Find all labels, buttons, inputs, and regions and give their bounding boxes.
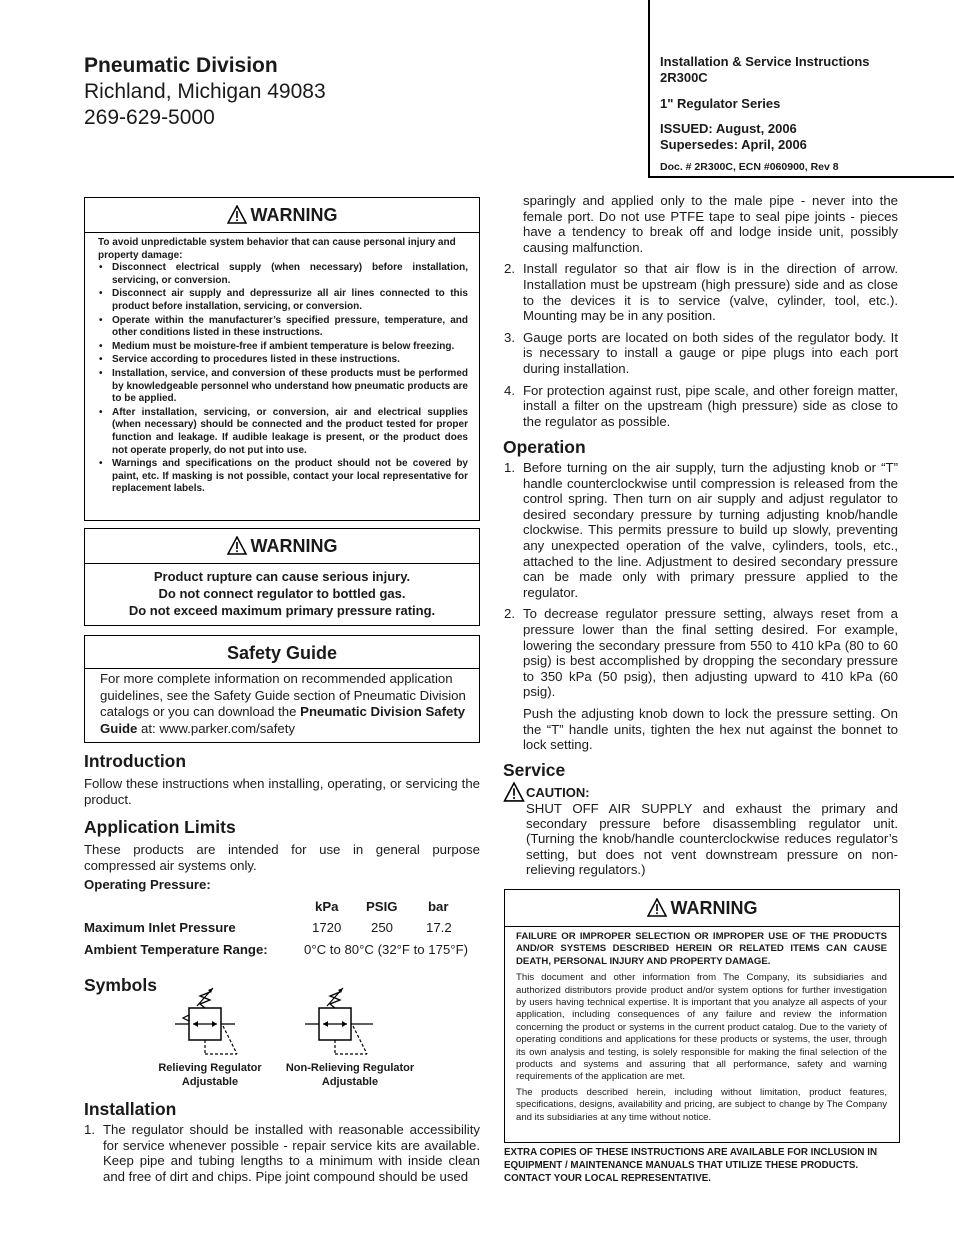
rupture-line: Do not connect regulator to bottled gas. [158, 586, 406, 601]
installation-item-1-cont-text: sparingly and applied only to the male pipe - never into the female port. Do not use PTFE tape to seal pipe joints - pieces have a tendency to break off and lodge inside unit, possibly causing malfunction. [523, 193, 898, 255]
issued-date: ISSUED: August, 2006 [660, 121, 797, 136]
max-inlet-psig: 250 [371, 920, 394, 935]
rupture-line: Do not exceed maximum primary pressure rating. [128, 603, 436, 618]
col-bar: bar [428, 899, 449, 914]
caution-triangle-icon [503, 782, 525, 802]
city-line: Richland, Michigan 49083 [84, 80, 326, 103]
operation-item-1: 1. Before turning on the air supply, turn the adjusting knob or “T” handle counterclockwise until compression is released from the control spring. Then turn on air supply and adjust regulator to desired secondary pressure by turning adjusting knob/handle clockwise. This permits pressure to build up slowly, preventing any unexpected operation of the valve, cylinders, tools, etc., attached to the line. Adjustment to desired secondary pressure can be made only with primary pressure applied to the regulator. [504, 460, 898, 600]
warning-triangle-icon [647, 898, 667, 917]
caution-text: SHUT OFF AIR SUPPLY and exhaust the primary and secondary pressure before disassembling regulator unit. (Turning the knob/handle counterclockwise reduces regulator’s setting, but does not vent downstream pressure on non-relieving regulators.) [526, 801, 898, 877]
warning-bullet: • Disconnect air supply and depressurize all air lines connected to this product before installation, servicing, or conversion. [112, 288, 468, 313]
warning-box-general [84, 197, 480, 521]
installation-item-1-cont [504, 193, 898, 255]
warning-bullet: • Service according to procedures listed in these instructions. [112, 354, 468, 367]
warning-bullets [98, 262, 468, 496]
max-inlet-kpa: 1720 [312, 920, 342, 935]
rupture-line: Product rupture can cause serious injury. [153, 569, 411, 584]
non-relieving-regulator-symbol [305, 982, 385, 1062]
introduction-heading: Introduction [84, 751, 187, 771]
application-limits-heading: Application Limits [84, 817, 236, 837]
relieving-regulator-label [148, 1062, 272, 1089]
relieving-label-line1: Relieving Regulator [158, 1062, 262, 1074]
application-text: These products are intended for use in general purpose compressed air systems only. [84, 842, 480, 873]
safety-text-pre: For more complete information on recommended application guidelines, see the Safety Guide section of Pneumatic Division catalogs or you can download the [100, 671, 466, 719]
warning-box-rupture [84, 528, 480, 626]
warning-intro: To avoid unpredictable system behavior that can cause personal injury and property damage: [98, 237, 456, 261]
introduction-text: Follow these instructions when installing, operating, or servicing the product. [84, 776, 480, 807]
supersedes-date: Supersedes: April, 2006 [660, 137, 807, 152]
warning-title: WARNING [250, 536, 338, 556]
warning-triangle-icon [227, 205, 247, 224]
warning-bullet: • Operate within the manufacturer’s specified pressure, temperature, and other conditions listed in these instructions. [112, 315, 468, 340]
nonrelieving-label-line1: Non-Relieving Regulator [285, 1062, 415, 1074]
warning-bullet: • After installation, servicing, or conversion, air and electrical supplies (when necessary) should be connected and the product tested for proper function and leakage. If audible leakage is present, or the product does not operate properly, do not put into use. [112, 407, 468, 457]
installation-item-1-text: The regulator should be installed with reasonable accessibility for service whenever possible - repair service kits are available. Keep pipe and tubing lengths to a minimum with inside clean and free of dirt and chips. Pipe joint compound should be used [103, 1122, 480, 1184]
installation-item-4: 4. For protection against rust, pipe scale, and other foreign matter, install a filter on the upstream (high pressure) side as close to the regulator as possible. [504, 382, 898, 429]
symbols-heading: Symbols [84, 975, 157, 995]
liability-paragraph-1: This document and other information from The Company, its subsidiaries and authorized distributors provide product and/or system options for further investigation by users having technical expertise. It is important that you analyze all aspects of your application, including consequences of any failure and review the information concerning the product or systems in the current product catalog. Due to the variety of operating conditions and applications for these products or systems, the user, through its own analysis and testing, is solely responsible for making the final selection of the products and systems and assuring that all performance, safety and warning requirements of the application are met. [516, 972, 887, 1083]
phone-line: 269-629-5000 [84, 106, 215, 129]
installation-item-2-text: Install regulator so that air flow is in the direction of arrow. Installation must be upstream (high pressure) side and as close to the devices it is to service (valve, cylinder, tool, etc.). Mounting may be in any position. [523, 261, 898, 324]
installation-list-continued [504, 193, 898, 429]
max-inlet-label: Maximum Inlet Pressure [84, 920, 236, 935]
extra-copies-notice: EXTRA COPIES OF THESE INSTRUCTIONS ARE AVAILABLE FOR INCLUSION IN EQUIPMENT / MAINTENANCE MANUALS THAT UTILIZE THESE PRODUCTS. CONTACT YOUR LOCAL REPRESENTATIVE. [504, 1147, 878, 1184]
nonrelieving-label-line2: Adjustable [321, 1075, 379, 1088]
operating-pressure-label: Operating Pressure: [84, 877, 211, 892]
safety-guide-box [84, 635, 480, 743]
warning-bullet: • Warnings and specifications on the product should not be covered by paint, etc. If masking is not possible, contact your local representative for replacement labels. [112, 458, 468, 496]
liability-bold-text: FAILURE OR IMPROPER SELECTION OR IMPROPER USE OF THE PRODUCTS AND/OR SYSTEMS DESCRIBED HEREIN OR RELATED ITEMS CAN CAUSE DEATH, PERSONAL INJURY AND PROPERTY DAMAGE. [516, 931, 887, 967]
non-relieving-regulator-label [276, 1062, 424, 1089]
installation-item-1: 1. The regulator should be installed with reasonable accessibility for service whenever possible - repair service kits are available. Keep pipe and tubing lengths to a minimum with inside clean and free of dirt and chips. Pipe joint compound should be used [84, 1122, 480, 1184]
safety-guide-title: Safety Guide [85, 636, 479, 669]
warning-header [505, 890, 899, 927]
relieving-label-line2: Adjustable [181, 1075, 239, 1088]
warning-box-liability [504, 889, 900, 1143]
division-title: Pneumatic Division [84, 54, 278, 77]
warning-header [85, 198, 479, 233]
safety-guide-link[interactable]: Pneumatic Division Safety Guide [100, 704, 466, 736]
installation-heading: Installation [84, 1099, 177, 1119]
installation-item-4-text: For protection against rust, pipe scale, and other foreign matter, install a filter on the upstream (high pressure) side as close to the regulator as possible. [523, 382, 898, 429]
max-inlet-bar: 17.2 [426, 920, 452, 935]
warning-bullet: • Installation, service, and conversion of these products must be performed by knowledgeable personnel who understand how pneumatic products are to be applied. [112, 368, 468, 406]
installation-item-2: 2. Install regulator so that air flow is in the direction of arrow. Installation must be upstream (high pressure) side and as close to the devices it is to service (valve, cylinder, tool, etc.). Mounting may be in any position. [504, 261, 898, 324]
liability-paragraph-2: The products described herein, including without limitation, product features, specifications, designs, availability and pricing, are subject to change by The Company and its subsidiaries at any time without notice. [516, 1086, 887, 1123]
ambient-temp-label: Ambient Temperature Range: [84, 942, 268, 957]
warning-bullet: • Disconnect electrical supply (when necessary) before installation, servicing, or conversion. [112, 262, 468, 287]
installation-list-start [84, 1122, 480, 1184]
caution-label: CAUTION: [526, 785, 590, 800]
series-label: 1" Regulator Series [660, 96, 781, 111]
warning-title: WARNING [250, 205, 338, 225]
operation-item-2-text: To decrease regulator pressure setting, always reset from a pressure lower than the final setting desired. For example, lowering the secondary pressure from 550 to 410 kPa (80 to 60 psig) is best accomplished by dropping the secondary pressure to 350 kPa (50 psig), then adjusting upward to 410 kPa (60 psig). [523, 606, 898, 700]
warning-triangle-icon [227, 536, 247, 555]
operation-heading: Operation [503, 437, 586, 457]
col-psig: PSIG [366, 899, 398, 914]
installation-item-3: 3. Gauge ports are located on both sides of the regulator body. It is necessary to install a gauge or pipe plugs into each port during installation. [504, 329, 898, 376]
operation-list [504, 460, 898, 753]
operation-item-2b-text: Push the adjusting knob down to lock the pressure setting. On the “T” handle units, tighten the hex nut against the bonnet to lock setting. [523, 705, 898, 753]
relieving-regulator-symbol [175, 982, 255, 1062]
operation-item-2: 2. To decrease regulator pressure setting, always reset from a pressure lower than the final setting desired. For example, lowering the secondary pressure from 550 to 410 kPa (80 to 60 psig) is best accomplished by dropping the secondary pressure to 350 kPa (50 psig), then adjusting upward to 410 kPa (60 psig). [504, 606, 898, 700]
doc-number: Doc. # 2R300C, ECN #060900, Rev 8 [660, 161, 839, 173]
warning-bullet: • Medium must be moisture-free if ambient temperature is below freezing. [112, 341, 468, 354]
col-kpa: kPa [315, 899, 339, 914]
safety-text-post: at: www.parker.com/safety [137, 720, 295, 736]
doc-type: Installation & Service Instructions [660, 54, 870, 69]
safety-guide-text [85, 669, 479, 737]
service-heading: Service [503, 760, 566, 780]
warning-header [85, 529, 479, 564]
operation-item-1-text: Before turning on the air supply, turn the adjusting knob or “T” handle counterclockwise until compression is released from the control spring. Then turn on air supply and adjust regulator to desired secondary pressure by turning adjusting knob/handle clockwise. This permits pressure to build up slowly, preventing any unexpected operation of the valve, cylinders, tools, etc., attached to the line. Adjustment to desired secondary pressure can be made only with primary pressure applied to the regulator. [523, 460, 898, 600]
ambient-temp-value: 0°C to 80°C (32°F to 175°F) [304, 942, 469, 957]
warning-title: WARNING [670, 898, 758, 918]
operation-item-2b [504, 706, 898, 753]
installation-item-3-text: Gauge ports are located on both sides of the regulator body. It is necessary to install a gauge or pipe plugs into each port during installation. [523, 329, 898, 376]
doc-code: 2R300C [660, 70, 708, 85]
